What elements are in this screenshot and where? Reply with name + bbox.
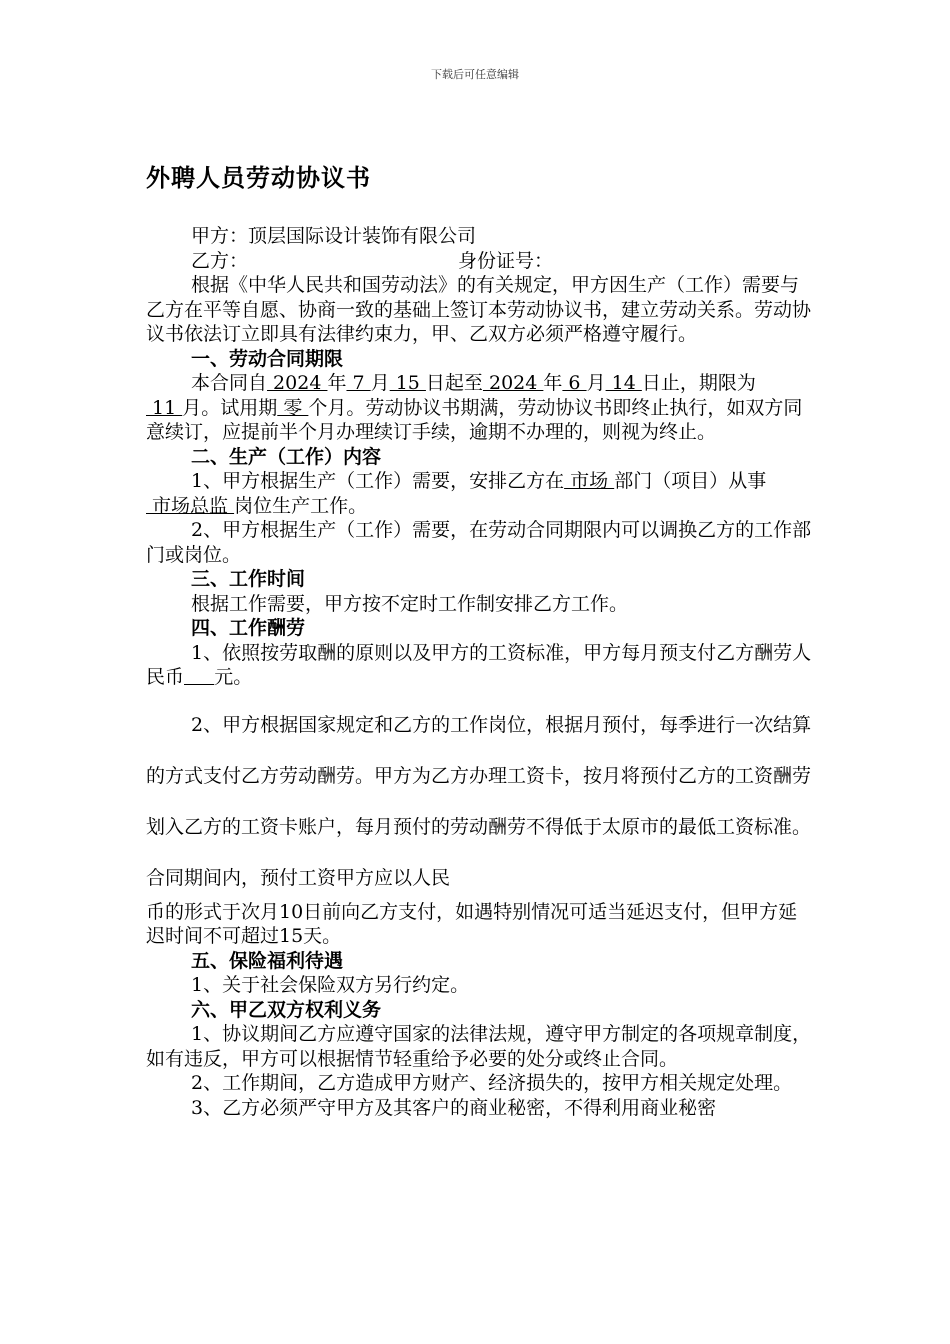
section-6-heading: 六、甲乙双方权利义务 bbox=[191, 998, 382, 1021]
section-2-paragraph-2: 2、甲方根据生产（工作）需要，在劳动合同期限内可以调换乙方的工作部门或岗位。 bbox=[146, 519, 812, 566]
text: 个月。劳动协议书期满，劳动协议书即终止执行，如双方同意续订，应提前半个月办理续订手续，逾期不办理的，则视为终止。 bbox=[146, 396, 803, 443]
section-3-paragraph: 根据工作需要，甲方按不定时工作制安排乙方工作。 bbox=[191, 592, 629, 615]
section-1-paragraph bbox=[146, 371, 814, 445]
text: 部门（项目）从事 bbox=[614, 470, 767, 492]
text: 岗位生产工作。 bbox=[234, 494, 368, 517]
text: 年 bbox=[543, 372, 563, 394]
text: 月 bbox=[586, 372, 606, 394]
section-6-paragraph-1: 1、协议期间乙方应遵守国家的法律法规，遵守甲方制定的各项规章制度，如有违反，甲方可以根据情节轻重给予必要的处分或终止合同。 bbox=[146, 1023, 812, 1070]
document-body bbox=[146, 224, 814, 1120]
text: 日止，期限为 bbox=[641, 372, 756, 394]
department-field: 市场 bbox=[564, 470, 615, 492]
party-b-line bbox=[146, 249, 814, 274]
section-1-heading: 一、劳动合同期限 bbox=[191, 347, 344, 370]
intro-paragraph: 根据《中华人民共和国劳动法》的有关规定，甲方因生产（工作）需要与乙方在平等自愿、协商一致的基础上签订本劳动协议书，建立劳动关系。劳动协议书依法订立即具有法律约束力，甲、乙双方必须严格遵守履行。 bbox=[146, 274, 812, 345]
start-day-field: 15 bbox=[389, 372, 426, 394]
party-a-line: 甲方：顶层国际设计装饰有限公司 bbox=[191, 225, 477, 247]
end-month-field: 6 bbox=[562, 372, 587, 394]
text: 月。试用期 bbox=[182, 396, 278, 419]
text: 1、依照按劳取酬的原则以及甲方的工资标准，甲方每月预支付乙方酬劳人民币 bbox=[146, 641, 812, 688]
text: 元。 bbox=[214, 666, 253, 688]
position-field: 市场总监 bbox=[146, 494, 235, 517]
section-6-paragraph-2: 2、工作期间，乙方造成甲方财产、经济损失的，按甲方相关规定处理。 bbox=[191, 1072, 793, 1094]
end-year-field: 2024 bbox=[482, 372, 544, 394]
section-3-heading: 三、工作时间 bbox=[191, 568, 306, 590]
start-year-field: 2024 bbox=[267, 372, 328, 394]
text: 本合同自 bbox=[191, 372, 268, 394]
header-note: 下载后可任意编辑 bbox=[431, 68, 519, 81]
section-4-heading: 四、工作酬劳 bbox=[191, 617, 306, 639]
section-4-paragraph-2: 2、甲方根据国家规定和乙方的工作岗位，根据月预付，每季进行一次结算的方式支付乙方劳动酬劳。甲方为乙方办理工资卡，按月将预付乙方的工资酬劳划入乙方的工资卡账户，每月预付的劳动酬劳不得低于太原市的最低工资标准。合同期间内，预付工资甲方应以人民 bbox=[146, 713, 812, 889]
section-2-heading: 二、生产（工作）内容 bbox=[191, 445, 382, 468]
text: 1、甲方根据生产（工作）需要，安排乙方在 bbox=[191, 470, 565, 492]
section-5-paragraph: 1、关于社会保险双方另行约定。 bbox=[191, 974, 470, 996]
document-title: 外聘人员劳动协议书 bbox=[146, 163, 371, 192]
text: 日起至 bbox=[425, 372, 483, 394]
trial-period-field: 零 bbox=[277, 396, 309, 419]
section-4-paragraph-2-continued: 币的形式于次月10日前向乙方支付，如遇特别情况可适当延迟支付，但甲方延迟时间不可超过15天。 bbox=[146, 900, 798, 947]
text: 年 bbox=[327, 372, 347, 394]
id-number-label: 身份证号： bbox=[458, 249, 554, 272]
text: 月 bbox=[370, 372, 390, 394]
end-day-field: 14 bbox=[605, 372, 642, 394]
salary-amount-field bbox=[184, 666, 214, 688]
section-4-paragraph-1 bbox=[146, 641, 814, 690]
section-2-paragraph-1 bbox=[146, 469, 814, 518]
party-b-label: 乙方： bbox=[191, 249, 249, 272]
start-month-field: 7 bbox=[346, 372, 371, 394]
term-months-field: 11 bbox=[146, 396, 183, 419]
section-5-heading: 五、保险福利待遇 bbox=[191, 949, 344, 972]
section-6-paragraph-3: 3、乙方必须严守甲方及其客户的商业秘密，不得利用商业秘密 bbox=[191, 1096, 717, 1119]
